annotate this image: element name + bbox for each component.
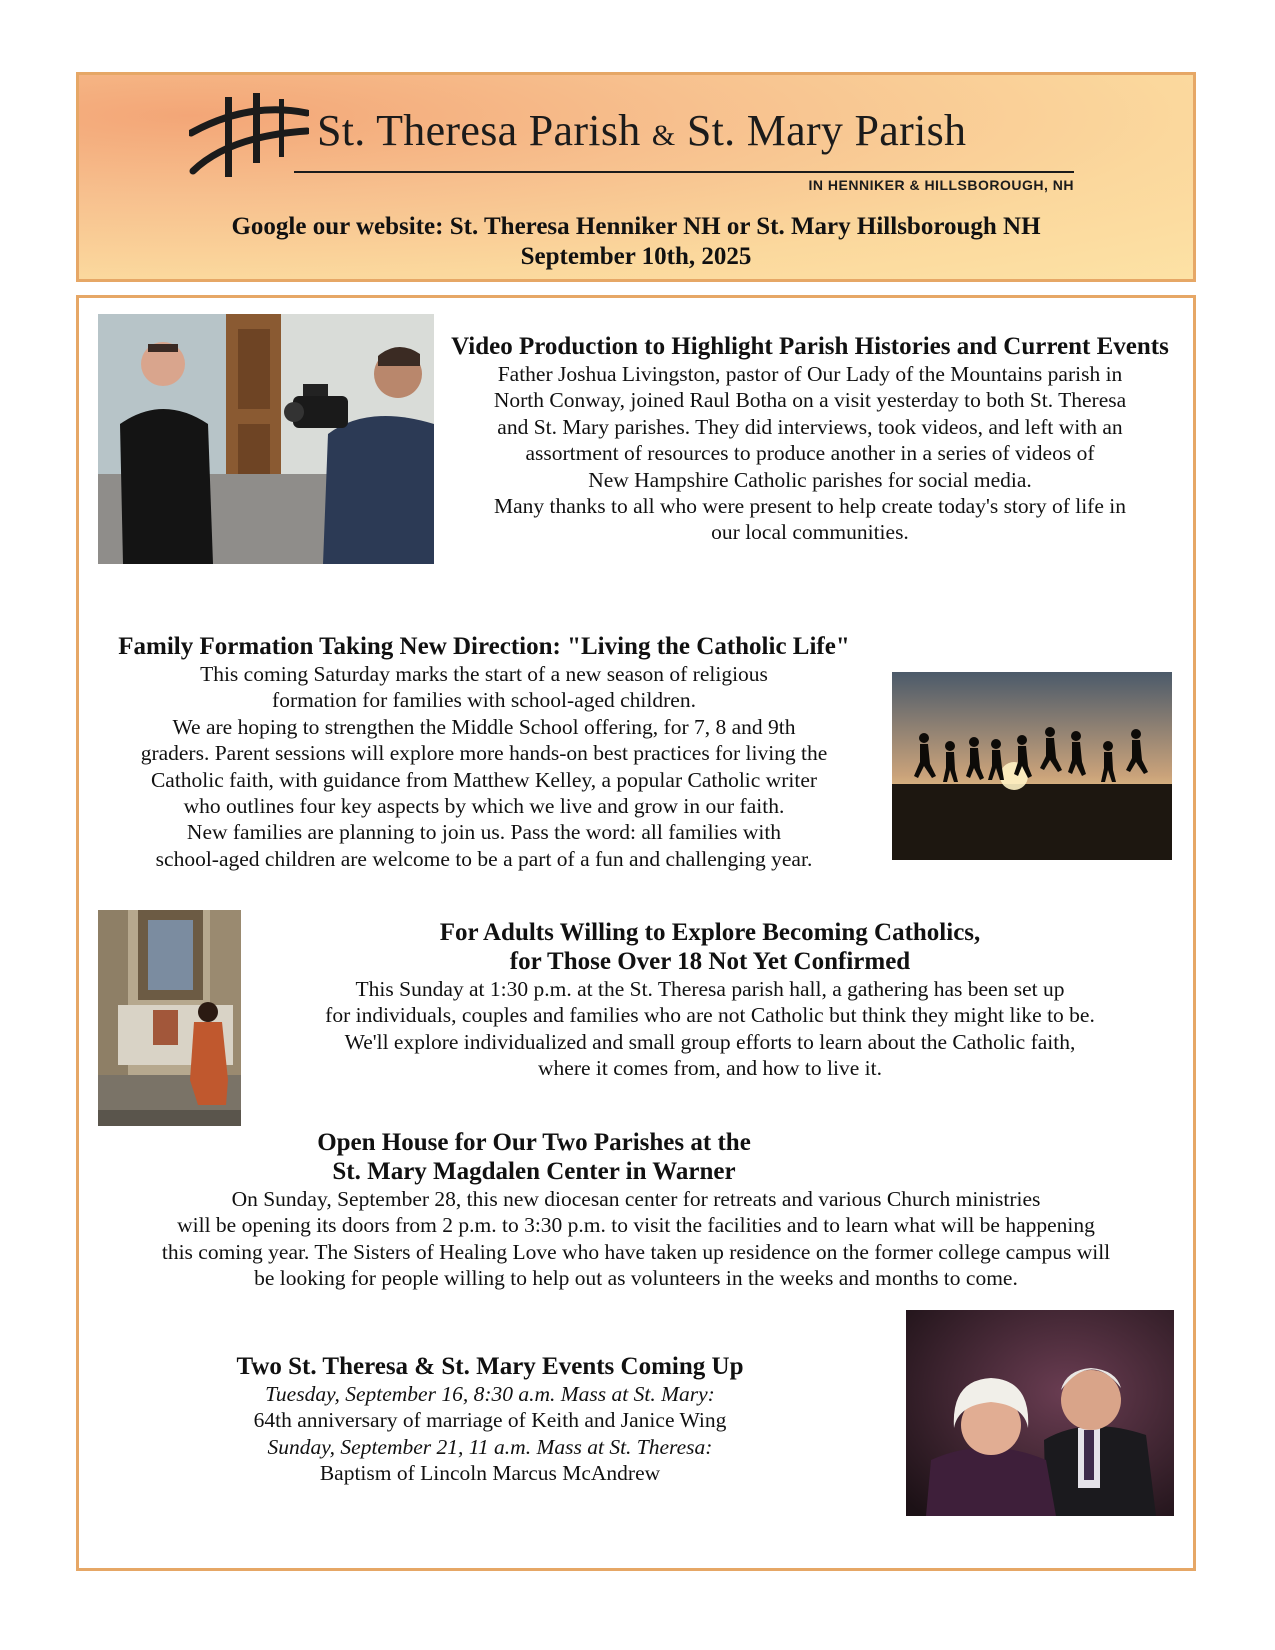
article-line: Many thanks to all who were present to help create today's story of life in: [494, 494, 1126, 519]
article-family-formation: [84, 632, 884, 872]
article-title: for Those Over 18 Not Yet Confirmed: [509, 948, 911, 975]
article-line: assortment of resources to produce another in a series of videos of: [525, 441, 1095, 466]
article-line: formation for families with school-aged children.: [272, 688, 696, 713]
article-line: be looking for people willing to help out as volunteers in the weeks and months to come.: [254, 1266, 1018, 1291]
article-line: This Sunday at 1:30 p.m. at the St. Theresa parish hall, a gathering has been set up: [355, 977, 1065, 1001]
article-open-house: [84, 1128, 1188, 1292]
article-line: On Sunday, September 28, this new diocesan center for retreats and various Church ministries: [231, 1187, 1041, 1211]
article-title: For Adults Willing to Explore Becoming Catholics,: [439, 919, 981, 946]
article-line: New families are planning to join us. Pass the word: all families with: [186, 820, 782, 845]
article-line: Catholic faith, with guidance from Matthew Kelley, a popular Catholic writer: [150, 767, 818, 792]
article-line: will be opening its doors from 2 p.m. to 3:30 p.m. to visit the facilities and to learn what will be happening: [177, 1213, 1095, 1238]
website-line: Google our website: St. Theresa Henniker NH or St. Mary Hillsborough NH: [231, 213, 1041, 240]
article-title: Open House for Our Two Parishes at the: [317, 1129, 751, 1156]
article-upcoming-events: [150, 1352, 830, 1487]
jumping-silhouettes-photo: [892, 672, 1172, 860]
event-when: Tuesday, September 16, 8:30 a.m. Mass at St. Mary:: [265, 1382, 715, 1406]
article-adults-exploring: [250, 918, 1170, 1082]
couple-portrait-photo: [906, 1310, 1174, 1516]
article-title: Family Formation Taking New Direction: "Living the Catholic Life": [118, 633, 850, 660]
article-line: This coming Saturday marks the start of a new season of religious: [200, 662, 768, 686]
article-title: Two St. Theresa & St. Mary Events Coming Up: [236, 1353, 744, 1380]
cross-logo-icon: [189, 91, 309, 186]
article-line: our local communities.: [711, 520, 909, 545]
logo-rule: [294, 171, 1074, 173]
issue-date: September 10th, 2025: [520, 243, 752, 270]
kneeling-altar-photo: [98, 910, 241, 1126]
masthead: [76, 72, 1196, 282]
logo-title: St. Theresa Parish & St. Mary Parish: [317, 106, 967, 155]
article-line: this coming year. The Sisters of Healing Love who have taken up residence on the former college campus will: [161, 1239, 1111, 1264]
article-line: We'll explore individualized and small group efforts to learn about the Catholic faith,: [344, 1029, 1076, 1054]
article-line: where it comes from, and how to live it.: [538, 1056, 882, 1081]
event-when: Sunday, September 21, 11 a.m. Mass at St. Theresa:: [267, 1434, 713, 1459]
video-production-photo: [98, 314, 434, 564]
article-line: New Hampshire Catholic parishes for social media.: [588, 467, 1032, 492]
event-what: Baptism of Lincoln Marcus McAndrew: [319, 1461, 661, 1486]
parish-logo: [189, 91, 1079, 191]
article-line: We are hoping to strengthen the Middle School offering, for 7, 8 and 9th: [172, 714, 796, 739]
article-video-production: [438, 332, 1182, 546]
article-line: North Conway, joined Raul Botha on a visit yesterday to both St. Theresa: [493, 388, 1127, 413]
event-what: 64th anniversary of marriage of Keith and Janice Wing: [253, 1408, 727, 1433]
article-line: for individuals, couples and families who are not Catholic but think they might like to be.: [325, 1003, 1095, 1028]
article-title: Video Production to Highlight Parish Histories and Current Events: [451, 333, 1169, 360]
article-line: and St. Mary parishes. They did interviews, took videos, and left with an: [497, 414, 1123, 439]
article-line: Father Joshua Livingston, pastor of Our Lady of the Mountains parish in: [497, 362, 1123, 386]
article-line: who outlines four key aspects by which we live and grow in our faith.: [183, 794, 785, 819]
logo-subtitle: IN HENNIKER & HILLSBOROUGH, NH: [808, 177, 1074, 193]
website-info: [79, 212, 1193, 272]
article-line: graders. Parent sessions will explore more hands-on best practices for living the: [140, 741, 828, 766]
article-title: St. Mary Magdalen Center in Warner: [332, 1158, 736, 1185]
article-line: school-aged children are welcome to be a part of a fun and challenging year.: [155, 846, 813, 871]
